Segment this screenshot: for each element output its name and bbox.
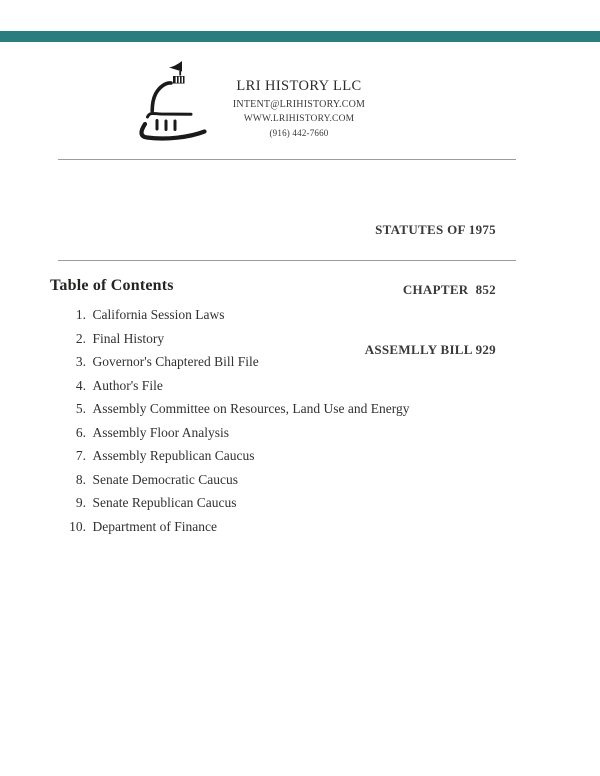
logo-flag <box>169 61 182 72</box>
assembly-bill-line: ASSEMLLY BILL 929 <box>364 342 496 357</box>
chapter-line: CHAPTER 852 <box>402 282 496 297</box>
item-label: Final History <box>92 330 165 346</box>
list-item <box>40 426 520 440</box>
list-item <box>40 379 520 393</box>
item-number: 7. <box>75 448 86 463</box>
list-item <box>40 402 520 416</box>
list-item <box>40 308 520 322</box>
item-number: 4. <box>75 377 86 393</box>
item-label: Senate Democratic Caucus <box>92 471 238 487</box>
item-number: 1. <box>75 307 86 322</box>
statutes-line: STATUTES OF 1975 <box>375 222 496 237</box>
list-item <box>40 355 520 369</box>
company-name: LRI HISTORY LLC <box>236 78 362 94</box>
letterhead <box>189 78 409 139</box>
toc-list <box>40 308 520 543</box>
item-number: 5. <box>75 401 86 416</box>
divider-rule-bottom <box>58 260 516 261</box>
contact-phone: (916) 442-7660 <box>269 128 329 138</box>
top-accent-bar <box>0 31 600 42</box>
toc-title: Table of Contents <box>50 277 174 294</box>
item-number: 3. <box>75 354 86 369</box>
contact-website: WWW.LRIHISTORY.COM <box>243 114 355 124</box>
logo-entablature <box>148 113 192 117</box>
list-item <box>40 332 520 346</box>
list-item <box>40 520 520 534</box>
item-label: California Session Laws <box>92 307 225 322</box>
item-number: 10. <box>69 518 86 534</box>
item-label: Governor's Chaptered Bill File <box>92 354 259 369</box>
item-label: Department of Finance <box>92 518 217 534</box>
item-label: Assembly Floor Analysis <box>92 424 230 440</box>
list-item <box>40 496 520 510</box>
item-label: Senate Republican Caucus <box>92 495 237 510</box>
logo-dome-curve <box>152 83 171 111</box>
item-number: 9. <box>75 495 86 510</box>
item-label: Author's File <box>92 377 163 393</box>
list-item <box>40 473 520 487</box>
item-label: Assembly Committee on Resources, Land Use and Energy <box>92 401 410 416</box>
divider-rule-top <box>58 159 516 160</box>
list-item <box>40 449 520 463</box>
item-label: Assembly Republican Caucus <box>92 448 255 463</box>
item-number: 6. <box>75 424 86 440</box>
contact-email: INTENT@LRIHISTORY.COM <box>232 99 366 110</box>
item-number: 2. <box>75 330 86 346</box>
item-number: 8. <box>75 471 86 487</box>
